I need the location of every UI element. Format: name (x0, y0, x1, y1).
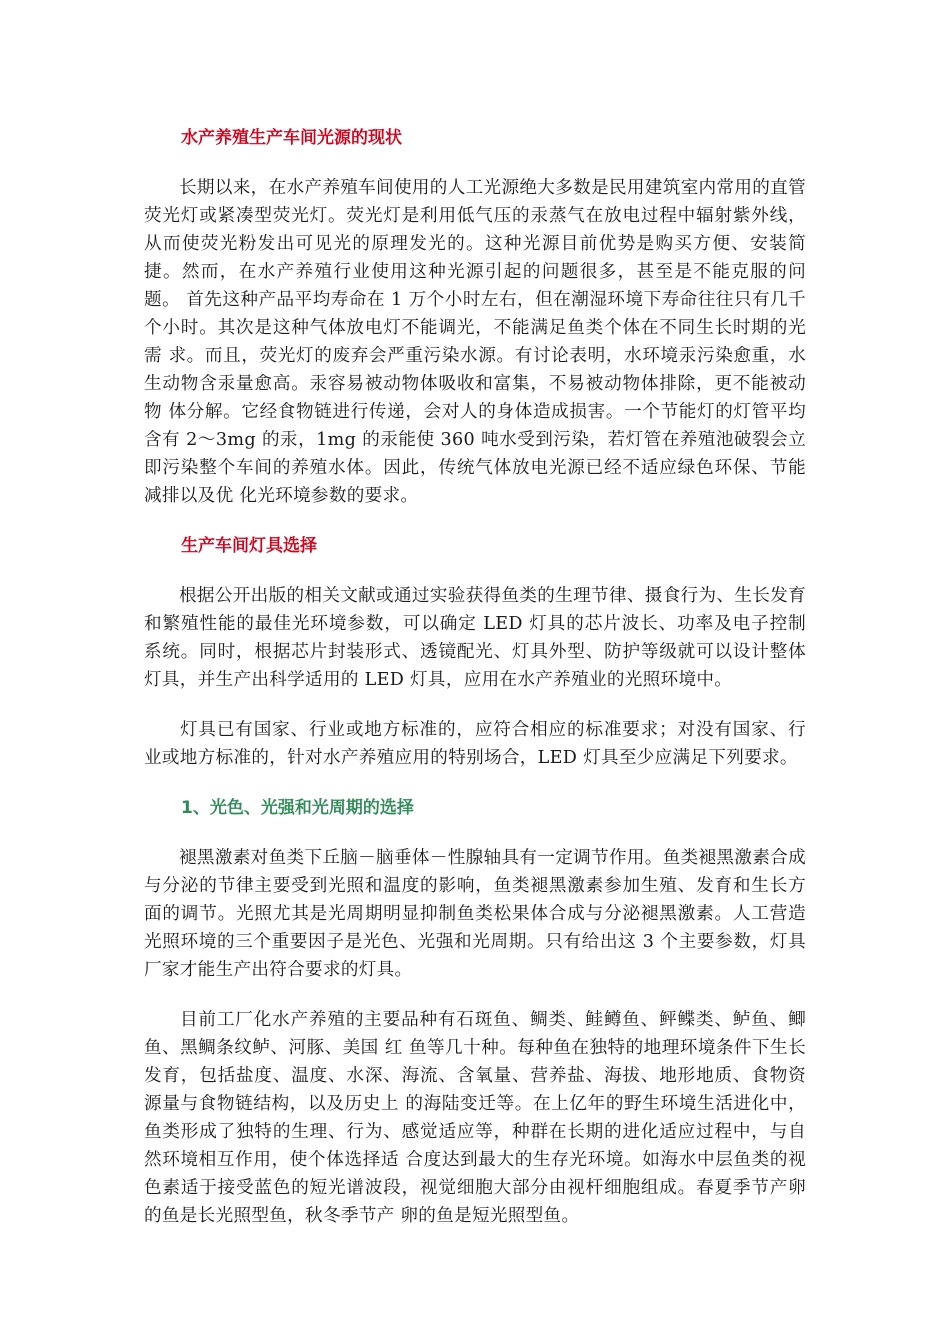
section-heading-light-source-status: 水产养殖生产车间光源的现状 (181, 128, 402, 148)
section-heading-light-parameters: 1、光色、光强和光周期的选择 (181, 798, 414, 818)
paragraph-standards: 灯具已有国家、行业或地方标准的，应符合相应的标准要求；对没有国家、行业或地方标准的，针对水产养殖应用的特别场合，LED 灯具至少应满足下列要求。 (144, 720, 806, 768)
paragraph-fluorescent-lamp: 长期以来，在水产养殖车间使用的人工光源绝大多数是民用建筑室内常用的直管荧光灯或紧凑型荧光灯。荧光灯是利用低气压的汞蒸气在放电过程中辐射紫外线， 从而使荧光粉发出可见光的原理发光的。这种光源目前优势是购买方便、安装简捷。然而，在水产养殖行业使用这种光源引起的问题很多，甚至是不能克服的问题。 首先这种产品平均寿命在 1 万个小时左右，但在潮湿环境下寿命往往只有几千个小时。其次是这种气体放电灯不能调光，不能满足鱼类个体在不同生长时期的光需 求。而且，荧光灯的废弃会严重污染水源。有讨论表明，水环境汞污染愈重，水生动物含汞量愈高。汞容易被动物体吸收和富集，不易被动物体排除，更不能被动物 体分解。它经食物链进行传递，会对人的身体造成损害。一个节能灯的灯管平均含有 2～3mg 的汞，1mg 的汞能使 360 吨水受到污染，若灯管在养殖池破裂会立即污染整个车间的养殖水体。因此，传统气体放电光源已经不适应绿色环保、节能减排以及优 化光环境参数的要求。 (144, 178, 806, 506)
paragraph-led-design: 根据公开出版的相关文献或通过实验获得鱼类的生理节律、摄食行为、生长发育和繁殖性能的最佳光环境参数，可以确定 LED 灯具的芯片波长、功率及电子控制 系统。同时，根据芯片封装形式、透镜配光、灯具外型、防护等级就可以设计整体灯具，并生产出科学适用的 LED 灯具，应用在水产养殖业的光照环境中。 (144, 586, 806, 690)
document-body (144, 124, 806, 1252)
section-heading-fixture-selection: 生产车间灯具选择 (181, 536, 317, 556)
paragraph-fish-species: 目前工厂化水产养殖的主要品种有石斑鱼、鲷类、鲑鳟鱼、鲆鲽类、鲈鱼、鲫鱼、黑鲷条纹鲈、河豚、美国 红 鱼等几十种。每种鱼在独特的地理环境条件下生长发育，包括盐度、温度、水深、海流、含氧量、营养盐、海拔、地形地质、食物资源量与食物链结构，以及历史上 的海陆变迁等。在上亿年的野生环境生活进化中，鱼类形成了独特的生理、行为、感觉适应等，种群在长期的进化适应过程中，与自然环境相互作用，使个体选择适 合度达到最大的生存光环境。如海水中层鱼类的视色素适于接受蓝色的短光谱波段，视觉细胞大部分由视杆细胞组成。春夏季节产卵的鱼是长光照型鱼，秋冬季节产 卵的鱼是短光照型鱼。 (144, 1010, 806, 1226)
paragraph-melatonin: 褪黑激素对鱼类下丘脑－脑垂体－性腺轴具有一定调节作用。鱼类褪黑激素合成与分泌的节律主要受到光照和温度的影响，鱼类褪黑激素参加生殖、发育和生长方 面的调节。光照尤其是光周期明显抑制鱼类松果体合成与分泌褪黑激素。人工营造光照环境的三个重要因子是光色、光强和光周期。只有给出这 3 个主要参数，灯具 厂家才能生产出符合要求的灯具。 (144, 848, 806, 980)
